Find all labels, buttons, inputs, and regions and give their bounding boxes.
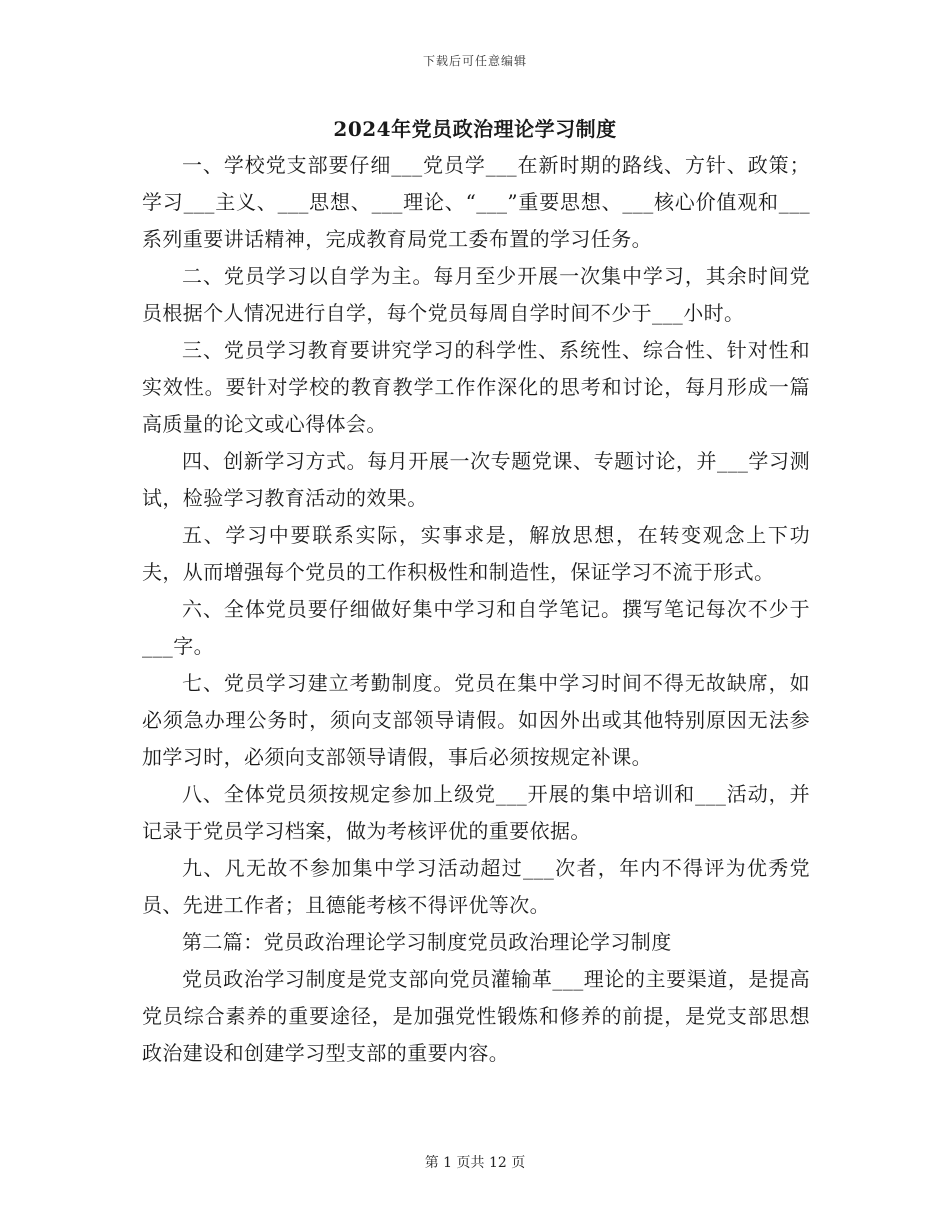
paragraph-8: 八、全体党员须按规定参加上级党___开展的集中培训和___活动，并记录于党员学习档案，做为考核评优的重要依据。	[142, 782, 810, 843]
paragraph-2: 二、党员学习以自学为主。每月至少开展一次集中学习，其余时间党员根据个人情况进行自学，每个党员每周自学时间不少于___小时。	[142, 264, 810, 325]
paragraph-1: 一、学校党支部要仔细___党员学___在新时期的路线、方针、政策；学习___主义、___思想、___理论、“___”重要思想、___核心价值观和___系列重要讲话精神，完成教育局党工委布置的学习任务。	[142, 153, 810, 251]
paragraph-3: 三、党员学习教育要讲究学习的科学性、系统性、综合性、针对性和实效性。要针对学校的教育教学工作作深化的思考和讨论，每月形成一篇高质量的论文或心得体会。	[142, 338, 810, 436]
page-header-note: 下载后可任意编辑	[422, 54, 527, 68]
section-heading-2: 第二篇：党员政治理论学习制度党员政治理论学习制度	[182, 930, 672, 954]
page-number: 第 1 页共 12 页	[424, 1155, 526, 1171]
paragraph-11: 党员政治学习制度是党支部向党员灌输革___理论的主要渠道，是提高党员综合素养的重要途径，是加强党性锻炼和修养的前提，是党支部思想政治建设和创建学习型支部的重要内容。	[142, 967, 810, 1065]
paragraph-4: 四、创新学习方式。每月开展一次专题党课、专题讨论，并___学习测试，检验学习教育活动的效果。	[142, 449, 810, 510]
paragraph-6: 六、全体党员要仔细做好集中学习和自学笔记。撰写笔记每次不少于___字。	[142, 597, 810, 658]
paragraph-9: 九、凡无故不参加集中学习活动超过___次者，年内不得评为优秀党员、先进工作者；且德能考核不得评优等次。	[142, 856, 810, 917]
paragraph-5: 五、学习中要联系实际，实事求是，解放思想，在转变观念上下功夫，从而增强每个党员的工作积极性和制造性，保证学习不流于形式。	[142, 523, 810, 584]
document-title: 2024年党员政治理论学习制度	[333, 117, 617, 141]
paragraph-7: 七、党员学习建立考勤制度。党员在集中学习时间不得无故缺席，如必须急办理公务时，须向支部领导请假。如因外出或其他特别原因无法参加学习时，必须向支部领导请假，事后必须按规定补课。	[142, 671, 810, 769]
document-body	[142, 147, 810, 1072]
